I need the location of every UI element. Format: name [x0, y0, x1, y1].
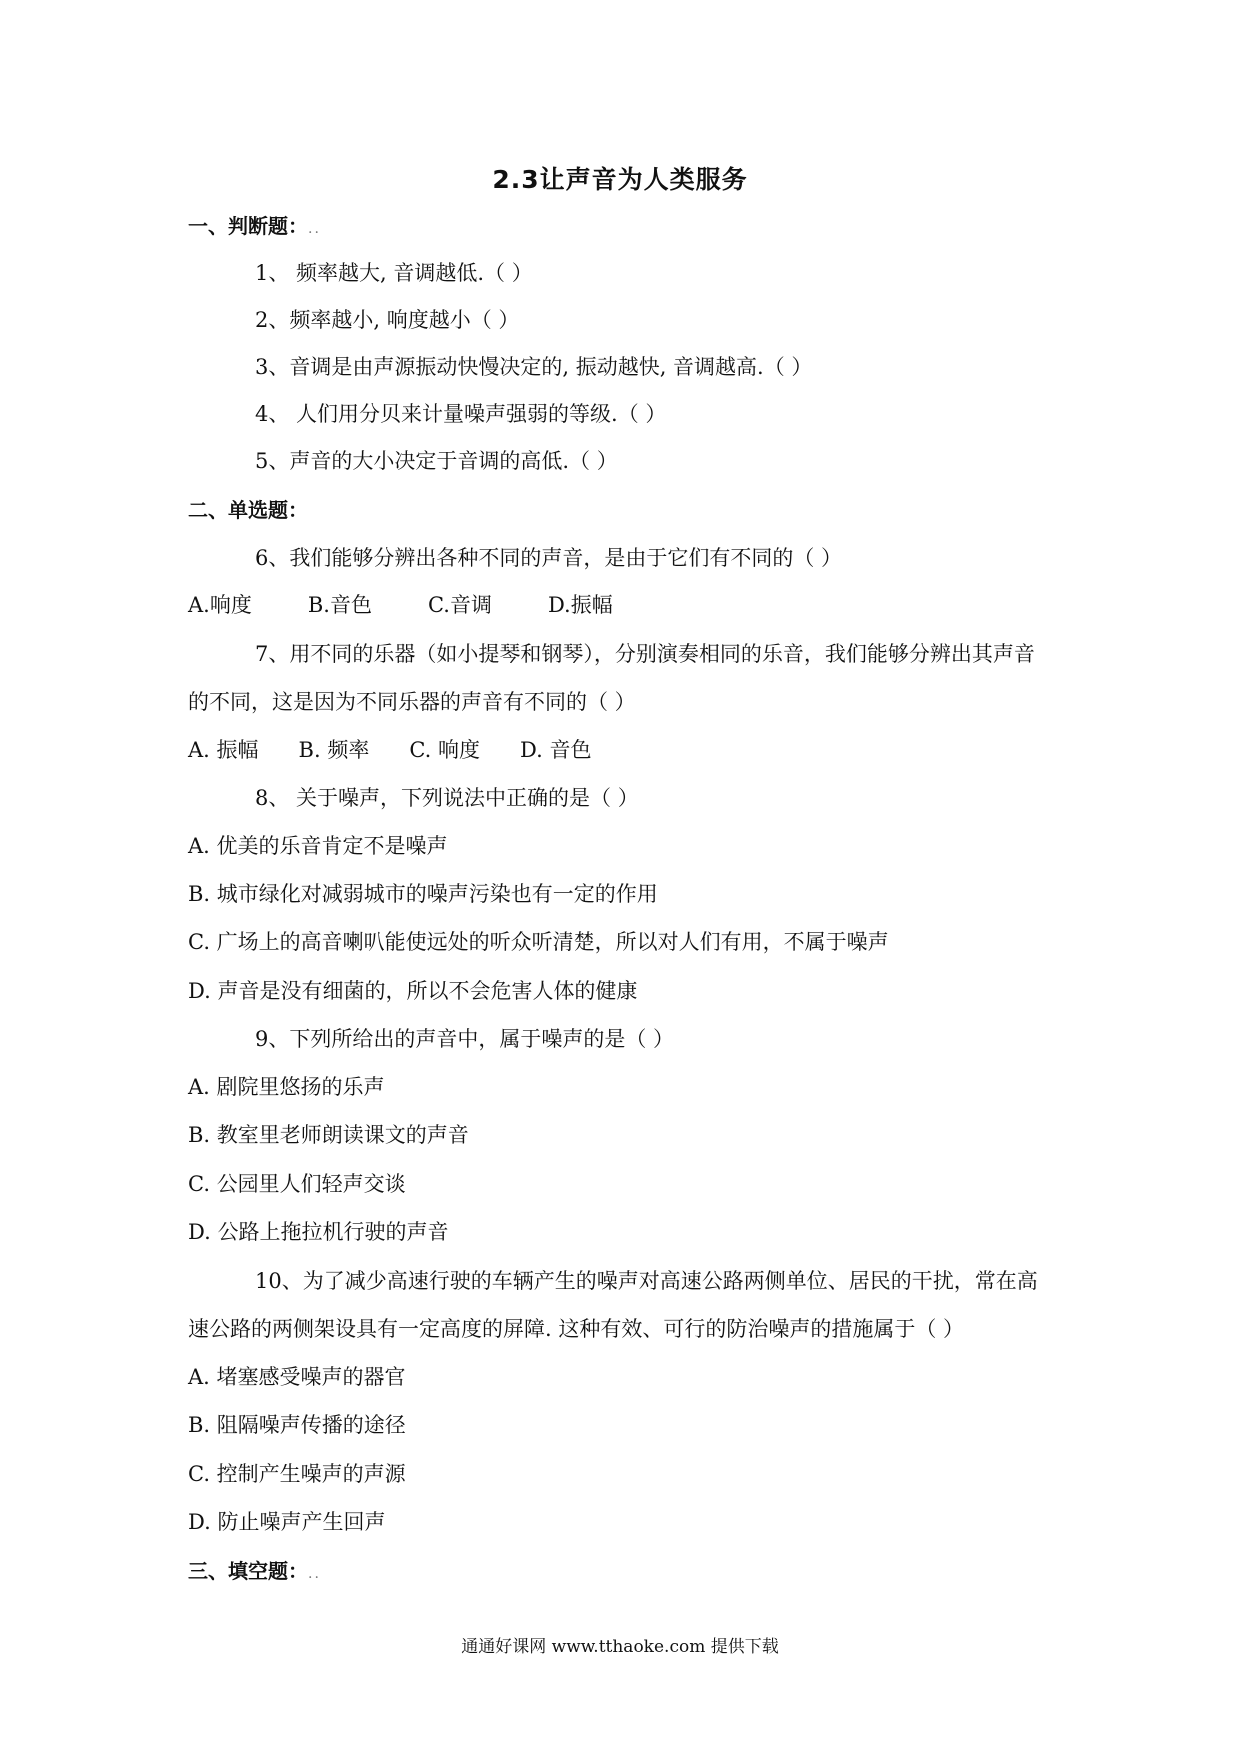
question-8-option-a: A. 优美的乐音肯定不是噪声: [188, 834, 448, 858]
question-9-option-b: B. 教室里老师朗读课文的声音: [188, 1123, 469, 1147]
question-6-options: [188, 591, 669, 619]
heading-dots: ..: [308, 1566, 321, 1582]
section-heading-fill-in: [188, 1557, 321, 1588]
question-7-line-2: 的不同，这是因为不同乐器的声音有不同的（ ）: [188, 690, 636, 714]
option: A.响度: [188, 593, 252, 617]
section-heading-text: 二、单选题：: [188, 498, 308, 522]
judgement-item-2: 2、频率越小, 响度越小（ ）: [255, 308, 520, 332]
section-heading-text: 三、填空题：: [188, 1559, 308, 1583]
question-10-option-c: C. 控制产生噪声的声源: [188, 1462, 406, 1486]
question-7-options: [188, 736, 631, 764]
page-footer: 通通好课网 www.tthaoke.com 提供下载: [461, 1637, 779, 1657]
section-heading-text: 一、判断题：: [188, 214, 308, 238]
question-6: 6、我们能够分辨出各种不同的声音，是由于它们有不同的（ ）: [255, 546, 843, 570]
question-10-line-1: 10、为了减少高速行驶的车辆产生的噪声对高速公路两侧单位、居民的干扰，常在高: [255, 1269, 1038, 1293]
question-10-line-2: 速公路的两侧架设具有一定高度的屏障. 这种有效、可行的防治噪声的措施属于（ ）: [188, 1317, 965, 1341]
question-9-option-d: D. 公路上拖拉机行驶的声音: [188, 1220, 449, 1244]
option: D. 音色: [520, 738, 592, 762]
question-9-option-c: C. 公园里人们轻声交谈: [188, 1172, 406, 1196]
judgement-item-5: 5、声音的大小决定于音调的高低.（ ）: [255, 449, 618, 473]
question-8-option-c: C. 广场上的高音喇叭能使远处的听众听清楚，所以对人们有用，不属于噪声: [188, 930, 889, 954]
judgement-item-1: 1、 频率越大, 音调越低.（ ）: [255, 261, 533, 285]
question-8: 8、 关于噪声，下列说法中正确的是（ ）: [255, 786, 639, 810]
option: D.振幅: [547, 593, 613, 617]
question-9: 9、下列所给出的声音中，属于噪声的是（ ）: [255, 1027, 675, 1051]
option: C.音调: [427, 593, 492, 617]
section-heading-single-choice: [188, 496, 308, 524]
heading-dots: ..: [308, 221, 321, 237]
question-10-option-d: D. 防止噪声产生回声: [188, 1510, 386, 1534]
section-heading-judgement: [188, 212, 321, 243]
option: A. 振幅: [188, 738, 259, 762]
option: B. 频率: [298, 738, 370, 762]
question-9-option-a: A. 剧院里悠扬的乐声: [188, 1075, 385, 1099]
option: C. 响度: [409, 738, 480, 762]
page-title: 2.3让声音为人类服务: [492, 165, 748, 194]
judgement-item-4: 4、 人们用分贝来计量噪声强弱的等级.（ ）: [255, 402, 667, 426]
question-7-line-1: 7、用不同的乐器（如小提琴和钢琴），分别演奏相同的乐音，我们能够分辨出其声音: [255, 642, 1035, 666]
option: B.音色: [307, 593, 372, 617]
question-8-option-d: D. 声音是没有细菌的，所以不会危害人体的健康: [188, 979, 638, 1003]
question-10-option-a: A. 堵塞感受噪声的器官: [188, 1365, 406, 1389]
question-8-option-b: B. 城市绿化对减弱城市的噪声污染也有一定的作用: [188, 882, 658, 906]
question-10-option-b: B. 阻隔噪声传播的途径: [188, 1413, 406, 1437]
judgement-item-3: 3、音调是由声源振动快慢决定的, 振动越快, 音调越高.（ ）: [255, 355, 813, 379]
